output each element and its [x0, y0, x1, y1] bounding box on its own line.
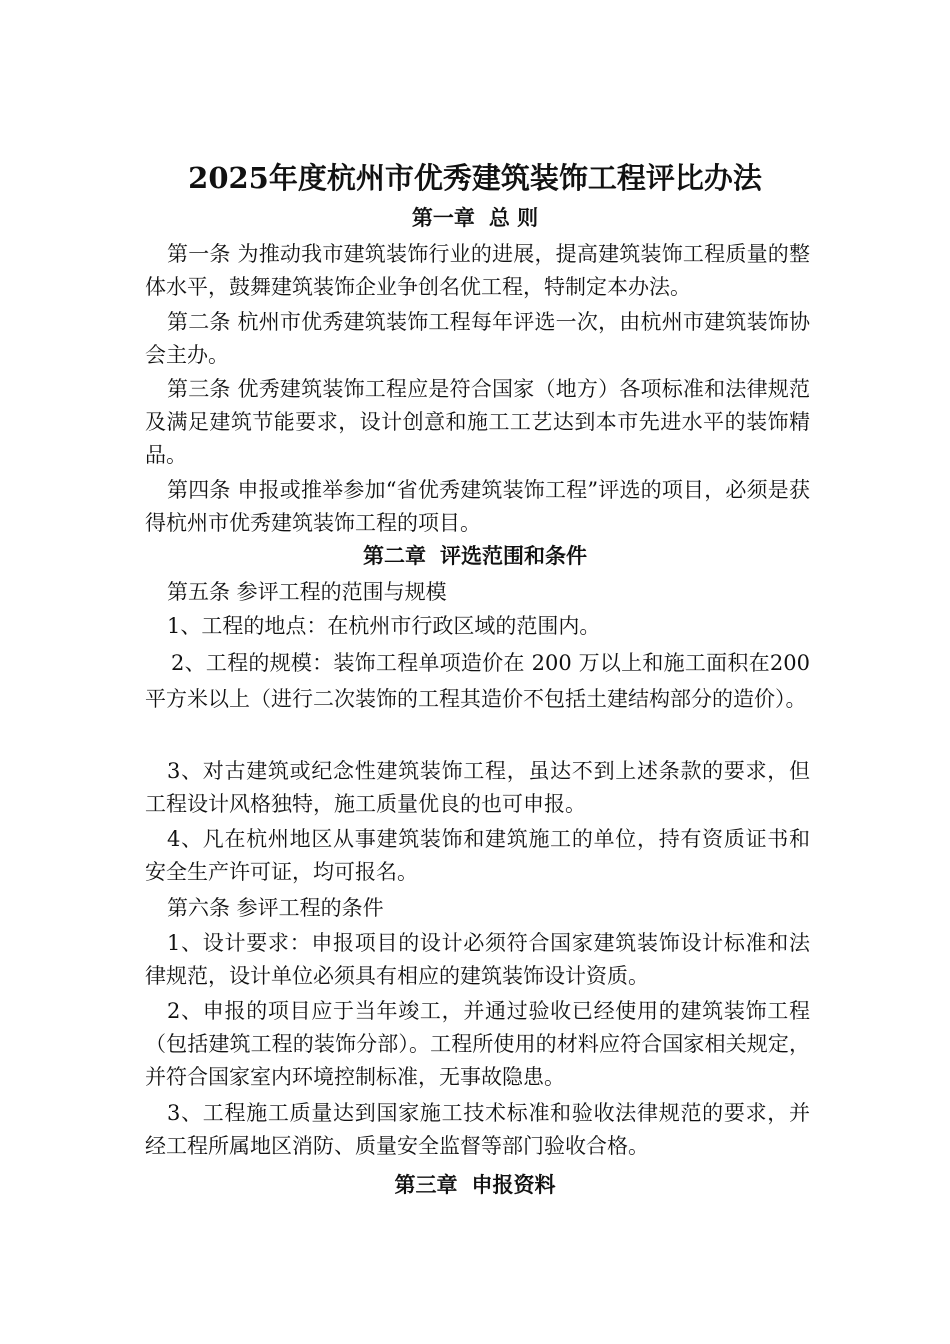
article-5-item-4: 4、凡在杭州地区从事建筑装饰和建筑施工的单位，持有资质证书和安全生产许可证，均可报名。 [145, 827, 810, 884]
article-2: 第二条 杭州市优秀建筑装饰工程每年评选一次，由杭州市建筑装饰协会主办。 [145, 310, 810, 367]
article-5-item-2: 2、工程的规模：装饰工程单项造价在 200 万以上和施工面积在200 平方米以上（进行二次装饰的工程其造价不包括土建结构部分的造价）。 [145, 651, 810, 711]
article-4: 第四条 申报或推举参加“省优秀建筑装饰工程”评选的项目，必须是获得杭州市优秀建筑装饰工程的项目。 [145, 478, 810, 535]
article-6-item-2: 2、申报的项目应于当年竣工，并通过验收已经使用的建筑装饰工程（包括建筑工程的装饰分部）。工程所使用的材料应符合国家相关规定，并符合国家室内环境控制标准，无事故隐患。 [145, 999, 810, 1089]
chapter-3-heading [0, 1170, 950, 1200]
chapter-3-name: 申报资料 [471, 1172, 556, 1197]
article-5-item-1: 1、工程的地点：在杭州市行政区域的范围内。 [167, 614, 601, 638]
chapter-2-heading [0, 541, 950, 571]
article-6-item-3: 3、工程施工质量达到国家施工技术标准和验收法律规范的要求，并经工程所属地区消防、质量安全监督等部门验收合格。 [145, 1101, 810, 1158]
chapter-2-number: 第二章 [363, 543, 426, 568]
chapter-3-number: 第三章 [394, 1172, 458, 1197]
chapter-1-heading [0, 203, 950, 233]
article-5-item-3: 3、对古建筑或纪念性建筑装饰工程，虽达不到上述条款的要求，但工程设计风格独特，施工质量优良的也可申报。 [145, 759, 810, 816]
article-3: 第三条 优秀建筑装饰工程应是符合国家（地方）各项标准和法律规范及满足建筑节能要求，设计创意和施工工艺达到本市先进水平的装饰精品。 [145, 377, 810, 467]
chapter-1-number: 第一章 [411, 205, 475, 230]
chapter-1-name: 总 则 [488, 205, 539, 230]
article-6-item-1: 1、设计要求：申报项目的设计必须符合国家建筑装饰设计标准和法律规范，设计单位必须具有相应的建筑装饰设计资质。 [145, 931, 810, 988]
article-6: 第六条 参评工程的条件 [167, 896, 384, 920]
article-5: 第五条 参评工程的范围与规模 [167, 580, 447, 604]
chapter-2-name: 评选范围和条件 [440, 543, 587, 568]
article-1: 第一条 为推动我市建筑装饰行业的进展，提高建筑装饰工程质量的整体水平，鼓舞建筑装饰企业争创名优工程，特制定本办法。 [145, 242, 810, 299]
document-title: 2025年度杭州市优秀建筑装饰工程评比办法 [188, 161, 762, 195]
